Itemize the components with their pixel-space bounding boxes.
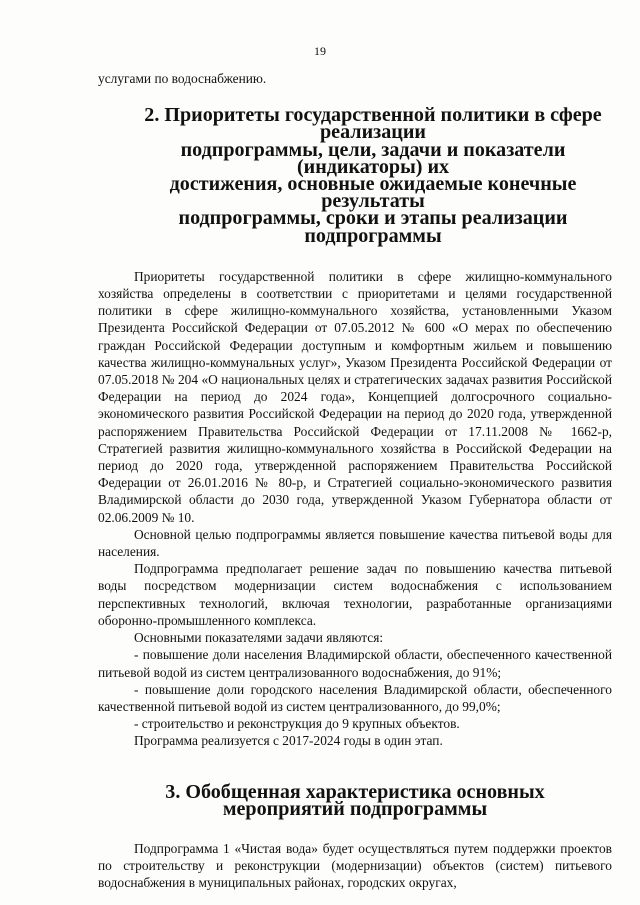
indicators-list	[98, 646, 612, 732]
section-2-heading-line: подпрограммы, сроки и этапы реализации подпрограммы	[178, 207, 568, 247]
section-3-heading-line: мероприятий подпрограммы	[222, 797, 488, 820]
section-2-heading-line: подпрограммы, цели, задачи и показатели (индикаторы) их	[180, 138, 566, 178]
page-content	[98, 70, 612, 892]
program-period-paragraph: Программа реализуется с 2017-2024 годы в один этап.	[134, 733, 443, 749]
indicator-item: - строительство и реконструкция до 9 крупных объектов.	[134, 716, 460, 732]
indicator-item: - повышение доли населения Владимирской области, обеспеченного качественной питьевой водой из систем централизованного водоснабжения, до 91%;	[98, 647, 612, 680]
tasks-paragraph: Подпрограмма предполагает решение задач по повышению качества питьевой воды посредством модернизации систем водоснабжения с использованием перспективных технологий, включая технологии, разработанные организациями оборонно-промышленного комплекса.	[98, 561, 612, 628]
section-2-heading	[98, 104, 612, 247]
section-3-heading	[98, 780, 612, 820]
continuation-text: услугами по водоснабжению.	[98, 71, 267, 86]
section-3-heading-line: 3. Обобщенная характеристика основных	[165, 780, 545, 803]
indicators-intro: Основными показателями задачи являются:	[134, 630, 384, 646]
clean-water-paragraph: Подпрограмма 1 «Чистая вода» будет осуществляться путем поддержки проектов по строительству и реконструкции (модернизации) объектов (систем) питьевого водоснабжения в муниципальных районах, городских округах,	[98, 840, 612, 891]
indicator-item: - повышение доли городского населения Владимирской области, обеспеченного качественной питьевой водой из систем централизованного, до 99,0%;	[98, 681, 612, 714]
section-2-heading-line: 2. Приоритеты государственной политики в сфере реализации	[144, 104, 602, 144]
page-number: 19	[314, 44, 326, 58]
priorities-paragraph: Приоритеты государственной политики в сфере жилищно-коммунального хозяйства определены в соответствии с приоритетами и целями государственной политики в сфере жилищно-коммунального хозяйства, установленными Указом Президента Российской Федерации от 07.05.2012 № 600 «О мерах по обеспечению граждан Российской Федерации доступным и комфортным жильем и повышению качества жилищно-коммунальных услуг», Указом Президента Российской Федерации от 07.05.2018 № 204 «О национальных целях и стратегических задачах развития Российской Федерации на период до 2024 года», Концепцией долгосрочного социально-экономического развития Российской Федерации на период до 2020 года, утвержденной распоряжением Правительства Российской Федерации от 17.11.2008 № 1662-р, Стратегией развития жилищно-коммунального хозяйства в Российской Федерации на период до 2020 года, утвержденной распоряжением Правительства Российской Федерации от 26.01.2016 № 80-р, и Стратегией социально-экономического развития Владимирской области до 2030 года, утвержденной Указом Губернатора области от 02.06.2009 № 10.	[98, 268, 612, 525]
section-2-heading-line: достижения, основные ожидаемые конечные результаты	[169, 173, 577, 213]
goal-paragraph: Основной целью подпрограммы является повышение качества питьевой воды для населения.	[98, 526, 612, 560]
